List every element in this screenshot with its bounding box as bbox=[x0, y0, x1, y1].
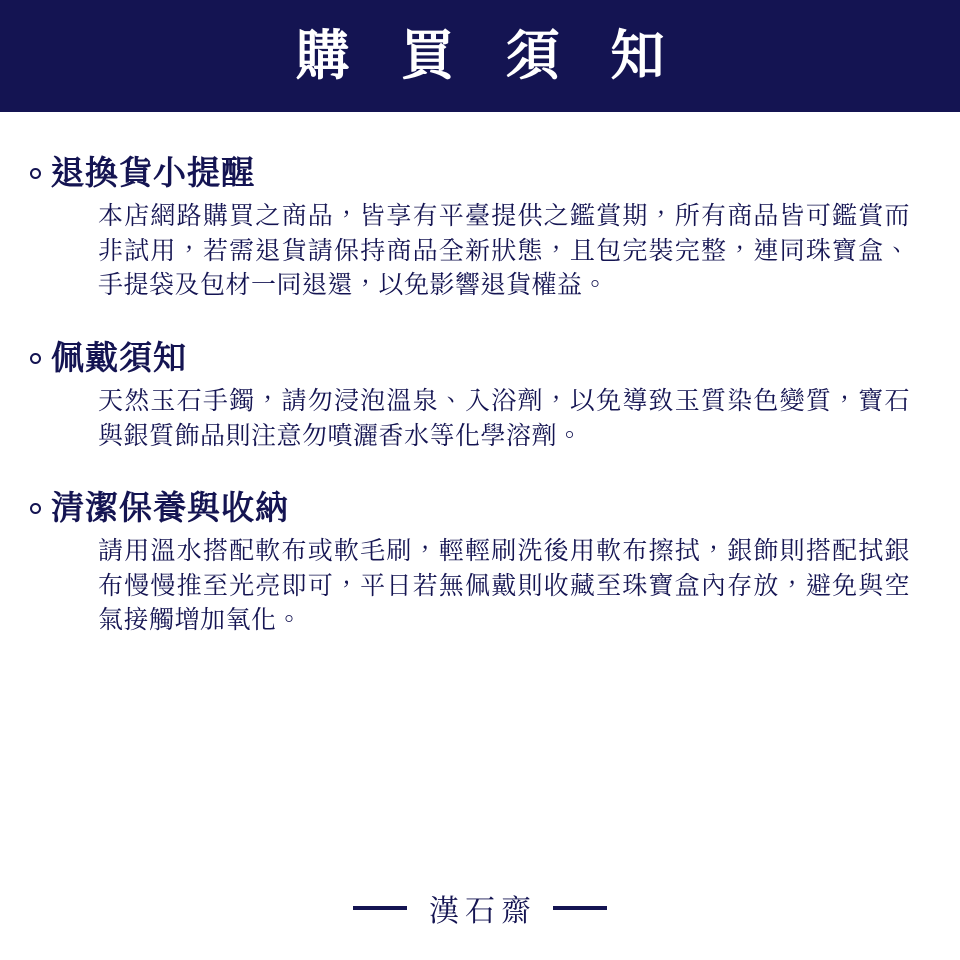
section-title: 清潔保養與收納 bbox=[51, 489, 289, 526]
section-heading bbox=[30, 487, 930, 528]
section-body: 請用溫水搭配軟布或軟毛刷，輕輕刷洗後用軟布擦拭，銀飾則搭配拭銀布慢慢推至光亮即可，平日若無佩戴則收藏至珠寶盒內存放，避免與空氣接觸增加氧化。 bbox=[98, 537, 910, 635]
ring-bullet-icon bbox=[30, 503, 41, 514]
section-title: 退換貨小提醒 bbox=[51, 154, 255, 191]
page-title: 購 買 須 知 bbox=[295, 26, 683, 86]
ring-bullet-icon bbox=[30, 168, 41, 179]
notice-content bbox=[0, 112, 960, 638]
section-heading bbox=[30, 337, 930, 378]
notice-section-returns bbox=[30, 152, 930, 303]
brand-name: 漢石齋 bbox=[429, 895, 537, 928]
divider-left bbox=[353, 906, 407, 910]
page-header bbox=[0, 0, 960, 112]
section-body: 本店網路購買之商品，皆享有平臺提供之鑑賞期，所有商品皆可鑑賞而非試用，若需退貨請保持商品全新狀態，且包完裝完整，連同珠寶盒、手提袋及包材一同退還，以免影響退貨權益。 bbox=[98, 202, 910, 300]
notice-section-care bbox=[30, 487, 930, 638]
section-title: 佩戴須知 bbox=[51, 338, 187, 376]
ring-bullet-icon bbox=[30, 353, 41, 364]
footer-brand-mark bbox=[0, 886, 960, 930]
section-body: 天然玉石手鐲，請勿浸泡溫泉、入浴劑，以免導致玉質染色變質，寶石與銀質飾品則注意勿噴灑香水等化學溶劑。 bbox=[98, 387, 910, 450]
notice-section-wearing bbox=[30, 337, 930, 453]
section-heading bbox=[30, 152, 930, 193]
divider-right bbox=[553, 906, 607, 910]
